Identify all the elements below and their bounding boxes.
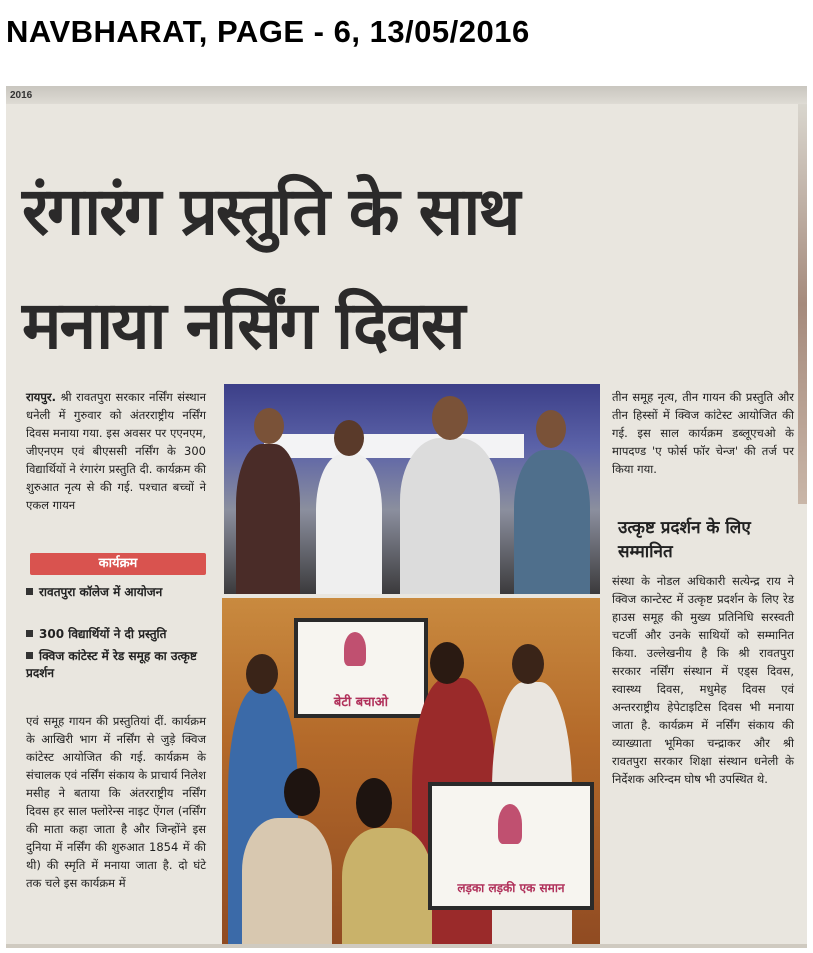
person-figure: [400, 438, 500, 594]
group-photo-staff: [224, 384, 600, 594]
highlight-bullet: रावतपुरा कॉलेज में आयोजन: [26, 584, 208, 601]
article-column-1-top: [26, 388, 206, 514]
page-top-strip: [6, 86, 807, 104]
headline-line-1: रंगारंग प्रस्तुति के साथ: [22, 173, 519, 250]
article-column-1-bottom: एवं समूह गायन की प्रस्तुतियां दीं. कार्यक्रम के आखिरी भाग में नर्सिंग से जुड़े क्विज कांटेस्ट आयोजित की गई. कार्यक्रम के संचालक एवं नर्सिंग संकाय के प्राचार्य निलेश मसीह ने बताया कि अंतरराष्ट्रीय नर्सिंग दिवस हर साल फ्लोरेन्स नाइट ऐंगल (नर्सिंग की माता कहा जाता है और जिन्होंने इस दुनिया में नर्सिंग की शुरुआत 1854 में की थी) की स्मृति में मनाया जाता है. दो घंटे तक चले इस कार्यक्रम में: [26, 714, 206, 890]
newspaper-clipping: [6, 86, 807, 948]
article-column-3-top: तीन समूह नृत्य, तीन गायन की प्रस्तुति और तीन हिस्सों में क्विज कांटेस्ट आयोजित की गई. इस साल कार्यक्रम डब्लूएचओ के मापदण्ड 'ए फोर्स फॉर चेन्ज' की तर्ज पर किया गया.: [612, 390, 794, 476]
page-header-title: NAVBHARAT, PAGE - 6, 13/05/2016: [6, 14, 530, 49]
article-text-1: श्री रावतपुरा सरकार नर्सिंग संस्थान धनेली में गुरुवार को अंतरराष्ट्रीय नर्सिंग दिवस मनाया गया. इस अवसर पर एएनएम, जीएनएम एवं बीएससी नर्सिंग के 300 विद्यार्थियों ने रंगारंग प्रस्तुति दी. कार्यक्रम की शुरुआत नृत्य से की गई. पश्चात बच्चों ने एकल गायन: [26, 390, 206, 512]
adjacent-column-edge: [798, 104, 807, 504]
highlight-bullet: क्विज कांटेस्ट में रेड समूह का उत्कृष्ट प्रदर्शन: [26, 649, 197, 680]
group-photo-students: [222, 598, 600, 948]
highlight-bullet: 300 विद्यार्थियों ने दी प्रस्तुति: [26, 626, 208, 643]
karyakram-label: कार्यक्रम: [98, 556, 138, 571]
poster-gender-equality: लड़का लड़की एक समान: [428, 782, 594, 910]
person-figure: [342, 828, 432, 948]
karyakram-box: [30, 553, 206, 575]
person-figure: [242, 818, 332, 948]
poster-beti-bachao: बेटी बचाओ: [294, 618, 428, 718]
page-year: 2016: [10, 90, 33, 101]
article-column-3-bottom: संस्था के नोडल अधिकारी सत्येन्द्र राय ने क्विज कान्टेस्ट में उत्कृष्ट प्रदर्शन के लिए रेड हाउस समूह की मुख्य प्रतिनिधि सरस्वती चटर्जी और उनके साथियों को सम्मानित किया. उल्लेखनीय है कि श्री रावतपुरा सरकार नर्सिंग संस्थान में एड्स दिवस, स्वास्थ्य दिवस, मधुमेह दिवस एवं अन्तरराष्ट्रीय हेपेटाइटिस दिवस भी मनाया जाता है. कार्यक्रम में नर्सिंग संकाय की व्याख्याता भूमिका चन्द्राकर और श्री रावतपुरा सरकार शिक्षा संस्थान धनेली के निर्देशक अरिन्दम घोष भी उपस्थित थे.: [612, 574, 794, 786]
headline-line-2: मनाया नर्सिंग दिवस: [22, 287, 464, 364]
person-figure: [316, 454, 382, 594]
person-figure: [236, 444, 300, 594]
dateline-place: रायपुर.: [26, 390, 56, 404]
subheading-honoured: उत्कृष्ट प्रदर्शन के लिए सम्मानित: [618, 518, 751, 562]
person-figure: [514, 450, 590, 594]
bottom-divider: [6, 944, 807, 948]
